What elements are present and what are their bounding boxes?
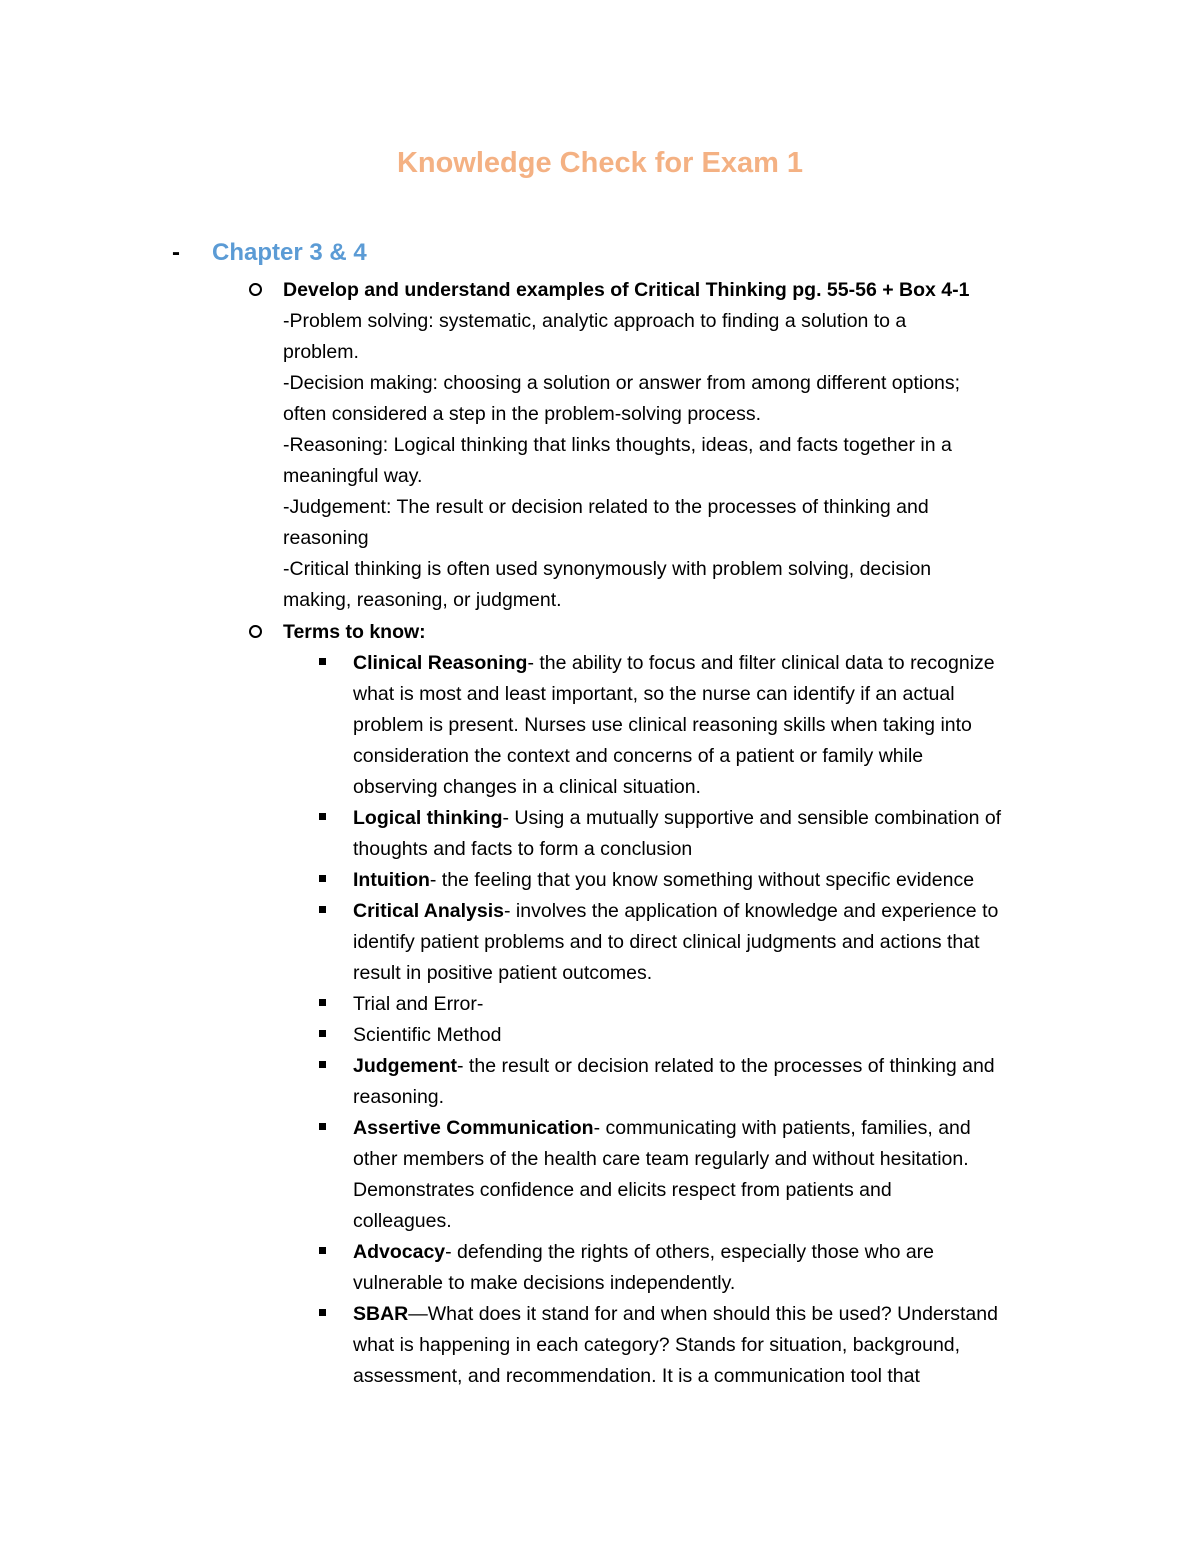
term-text: - Using a mutually supportive and sensible combination of bbox=[502, 807, 1002, 829]
circle-bullet-icon bbox=[249, 625, 262, 638]
term-line bbox=[353, 803, 1093, 834]
term-item bbox=[353, 1051, 1093, 1113]
section-heading: Chapter 3 & 4 bbox=[212, 239, 367, 266]
critical-thinking-line: making, reasoning, or judgment. bbox=[283, 589, 562, 611]
square-bullet-icon bbox=[319, 813, 326, 820]
term-text: vulnerable to make decisions independently. bbox=[353, 1272, 736, 1294]
term-item bbox=[353, 1299, 1093, 1392]
term-text: - the ability to focus and filter clinical data to recognize bbox=[527, 652, 995, 674]
term-text: - defending the rights of others, especially those who are bbox=[445, 1241, 935, 1263]
term-line bbox=[353, 710, 1093, 741]
term-line bbox=[353, 927, 1093, 958]
term-text: Demonstrates confidence and elicits respect from patients and bbox=[353, 1179, 892, 1201]
term-text: other members of the health care team regularly and without hesitation. bbox=[353, 1148, 969, 1170]
term-item bbox=[353, 1237, 1093, 1299]
term-item bbox=[353, 648, 1093, 803]
critical-thinking-line: often considered a step in the problem-solving process. bbox=[283, 403, 762, 425]
term-line bbox=[353, 958, 1093, 989]
term-line bbox=[353, 834, 1093, 865]
square-bullet-icon bbox=[319, 658, 326, 665]
term-line bbox=[353, 772, 1093, 803]
term-item bbox=[353, 1020, 1093, 1051]
term-item bbox=[353, 803, 1093, 865]
document-title: Knowledge Check for Exam 1 bbox=[396, 147, 804, 179]
term-line bbox=[353, 1330, 1093, 1361]
square-bullet-icon bbox=[319, 999, 326, 1006]
square-bullet-icon bbox=[319, 1123, 326, 1130]
square-bullet-icon bbox=[319, 1309, 326, 1316]
term-line bbox=[353, 1206, 1093, 1237]
critical-thinking-heading: Develop and understand examples of Critical Thinking pg. 55-56 + Box 4-1 bbox=[283, 279, 970, 301]
term-text: what is happening in each category? Stands for situation, background, bbox=[353, 1334, 961, 1356]
term-item bbox=[353, 989, 1093, 1020]
term-text: Trial and Error- bbox=[353, 993, 484, 1015]
terms-list bbox=[353, 648, 1093, 1392]
term-line bbox=[353, 1082, 1093, 1113]
critical-thinking-line: -Problem solving: systematic, analytic approach to finding a solution to a bbox=[283, 310, 907, 332]
term-line bbox=[353, 648, 1093, 679]
term-line bbox=[353, 989, 1093, 1020]
square-bullet-icon bbox=[319, 1030, 326, 1037]
term-text: reasoning. bbox=[353, 1086, 445, 1108]
term-text: what is most and least important, so the nurse can identify if an actual bbox=[353, 683, 955, 705]
critical-thinking-line: -Reasoning: Logical thinking that links thoughts, ideas, and facts together in a bbox=[283, 434, 952, 456]
term-name: Intuition bbox=[353, 869, 430, 891]
critical-thinking-line: problem. bbox=[283, 341, 359, 363]
term-line bbox=[353, 1144, 1093, 1175]
square-bullet-icon bbox=[319, 1247, 326, 1254]
term-line bbox=[353, 1299, 1093, 1330]
circle-bullet-icon bbox=[249, 283, 262, 296]
term-text: colleagues. bbox=[353, 1210, 452, 1232]
critical-thinking-line: -Decision making: choosing a solution or answer from among different options; bbox=[283, 372, 961, 394]
term-item bbox=[353, 896, 1093, 989]
term-text: - communicating with patients, families, and bbox=[593, 1117, 971, 1139]
term-text: - the feeling that you know something without specific evidence bbox=[429, 869, 975, 891]
square-bullet-icon bbox=[319, 906, 326, 913]
term-text: problem is present. Nurses use clinical reasoning skills when taking into bbox=[353, 714, 972, 736]
term-line bbox=[353, 865, 1093, 896]
terms-block bbox=[283, 617, 1083, 648]
term-text: consideration the context and concerns of a patient or family while bbox=[353, 745, 924, 767]
term-text: identify patient problems and to direct clinical judgments and actions that bbox=[353, 931, 980, 953]
terms-heading: Terms to know: bbox=[283, 621, 426, 643]
term-line bbox=[353, 896, 1093, 927]
term-name: SBAR bbox=[353, 1303, 409, 1325]
term-item bbox=[353, 865, 1093, 896]
term-name: Judgement bbox=[353, 1055, 458, 1077]
term-line bbox=[353, 741, 1093, 772]
section-chapter bbox=[172, 235, 367, 271]
term-line bbox=[353, 1361, 1093, 1392]
term-line bbox=[353, 1268, 1093, 1299]
critical-thinking-block bbox=[283, 275, 1083, 616]
square-bullet-icon bbox=[319, 875, 326, 882]
term-name: Advocacy bbox=[353, 1241, 446, 1263]
term-text: observing changes in a clinical situation. bbox=[353, 776, 701, 798]
term-text: —What does it stand for and when should this be used? Understand bbox=[408, 1303, 998, 1325]
term-line bbox=[353, 1051, 1093, 1082]
term-line bbox=[353, 679, 1093, 710]
term-name: Critical Analysis bbox=[353, 900, 505, 922]
term-text: thoughts and facts to form a conclusion bbox=[353, 838, 693, 860]
term-text: - involves the application of knowledge and experience to bbox=[504, 900, 999, 922]
term-line bbox=[353, 1175, 1093, 1206]
term-name: Assertive Communication bbox=[353, 1117, 594, 1139]
critical-thinking-line: -Critical thinking is often used synonymously with problem solving, decision bbox=[283, 558, 932, 580]
critical-thinking-line: reasoning bbox=[283, 527, 369, 549]
term-item bbox=[353, 1113, 1093, 1237]
term-name: Logical thinking bbox=[353, 807, 503, 829]
term-text: result in positive patient outcomes. bbox=[353, 962, 653, 984]
term-line bbox=[353, 1020, 1093, 1051]
term-text: - the result or decision related to the processes of thinking and bbox=[457, 1055, 995, 1077]
term-line bbox=[353, 1237, 1093, 1268]
critical-thinking-line: meaningful way. bbox=[283, 465, 423, 487]
term-text: assessment, and recommendation. It is a communication tool that bbox=[353, 1365, 920, 1387]
dash-bullet: - bbox=[172, 239, 180, 266]
term-line bbox=[353, 1113, 1093, 1144]
term-name: Clinical Reasoning bbox=[353, 652, 528, 674]
critical-thinking-line: -Judgement: The result or decision related to the processes of thinking and bbox=[283, 496, 929, 518]
square-bullet-icon bbox=[319, 1061, 326, 1068]
term-text: Scientific Method bbox=[353, 1024, 502, 1046]
